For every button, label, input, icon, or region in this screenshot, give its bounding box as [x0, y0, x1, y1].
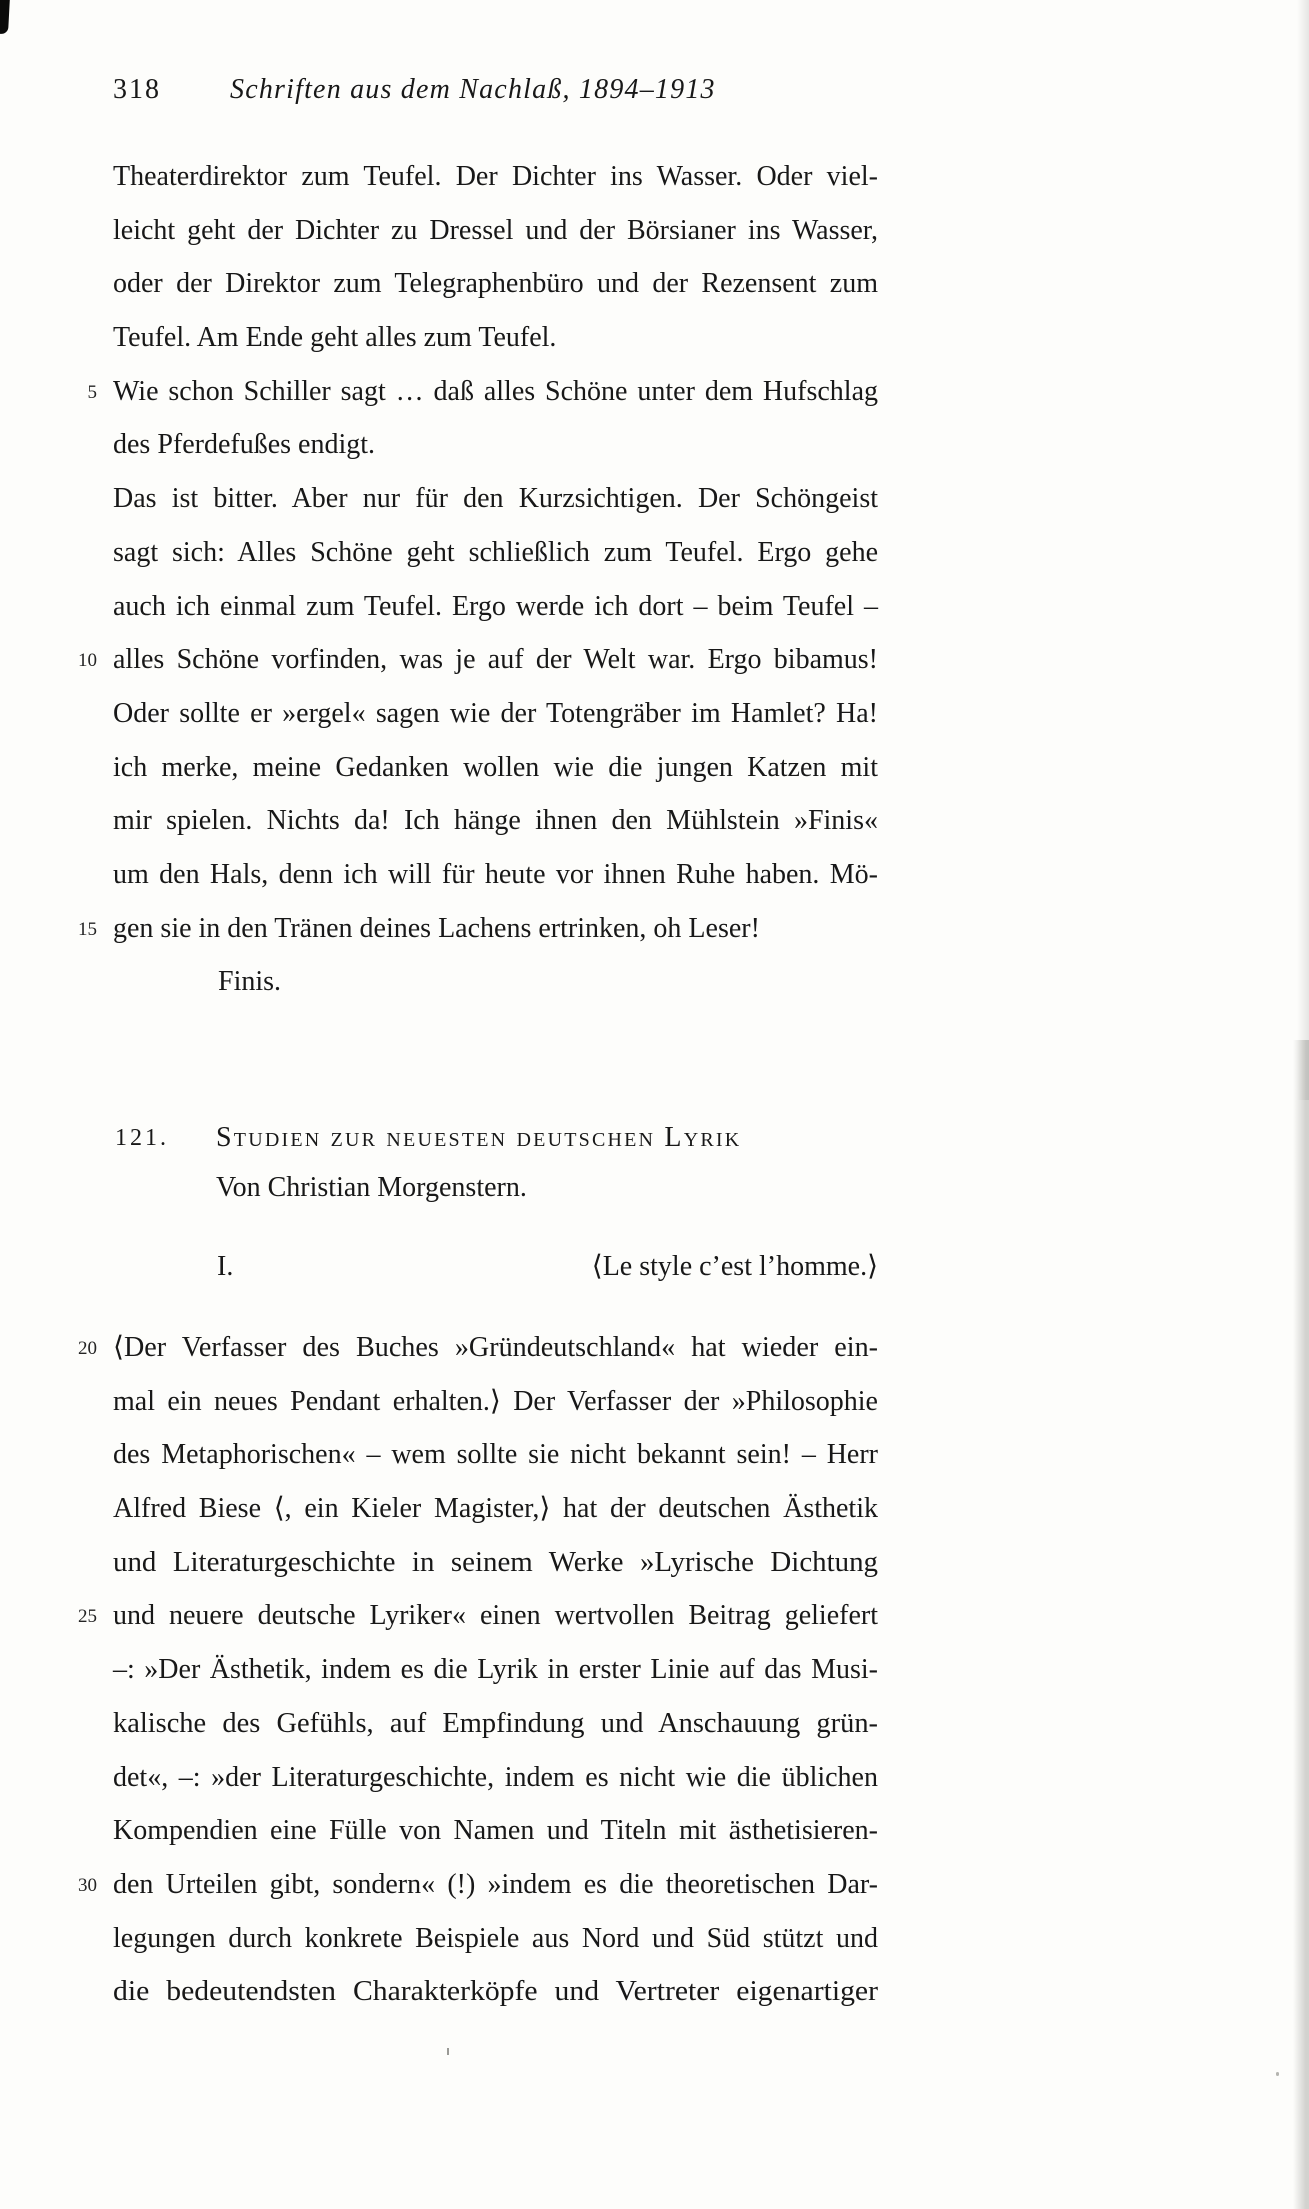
- line-text: Kompendien eine Fülle von Namen und Titeln mit ästhetisieren-: [113, 1815, 878, 1847]
- margin-line-number: 30: [78, 1874, 97, 1896]
- scan-speck: [1276, 2072, 1279, 2076]
- text-line: [113, 311, 878, 365]
- text-block-2: [78, 1321, 878, 2019]
- line-text: auch ich einmal zum Teufel. Ergo werde ich dort – beim Teufel –: [113, 590, 878, 622]
- line-text: des Pferdefußes endigt.: [113, 429, 376, 461]
- text-line: [113, 257, 878, 311]
- scan-corner-artifact: [0, 0, 10, 34]
- line-text: –: »Der Ästhetik, indem es die Lyrik in erster Linie auf das Musi-: [113, 1654, 878, 1686]
- text-line: [113, 1482, 878, 1536]
- section-byline: Von Christian Morgenstern.: [216, 1172, 527, 1203]
- line-text: oder der Direktor zum Telegraphenbüro und der Rezensent zum: [113, 268, 878, 300]
- line-text: ⟨Der Verfasser des Buches »Gründeutschland« hat wieder ein-: [113, 1332, 878, 1363]
- text-line: [87, 365, 878, 419]
- line-text: und neuere deutsche Lyriker« einen wertvollen Beitrag geliefert: [113, 1600, 878, 1632]
- line-text: Finis.: [218, 966, 282, 998]
- text-line: [113, 1804, 878, 1858]
- text-block-1: [78, 150, 878, 1009]
- text-line: [78, 1321, 878, 1375]
- text-line: [113, 1643, 878, 1697]
- margin-line-number: 20: [78, 1338, 97, 1359]
- text-line: [113, 526, 878, 580]
- text-line: [78, 633, 878, 687]
- section-title: Studien zur neuesten deutschen Lyrik: [216, 1122, 742, 1153]
- line-text: des Metaphorischen« – wem sollte sie nicht bekannt sein! – Herr: [113, 1439, 878, 1471]
- scan-page-edge-shadow-lower: [1293, 1040, 1309, 2209]
- text-line: [113, 1375, 878, 1429]
- text-line: [113, 1751, 878, 1805]
- margin-line-number: 5: [87, 381, 97, 403]
- line-text: die bedeutendsten Charakterköpfe und Vertreter eigenartiger: [113, 1976, 878, 2008]
- line-text: Theaterdirektor zum Teufel. Der Dichter ins Wasser. Oder viel-: [113, 161, 878, 192]
- margin-line-number: 10: [78, 650, 97, 672]
- line-text: legungen durch konkrete Beispiele aus Nord und Süd stützt und: [113, 1922, 878, 1954]
- text-line: [78, 902, 878, 956]
- section-number: 121.: [115, 1125, 169, 1151]
- part-line: [113, 1240, 878, 1294]
- text-line: [113, 1697, 878, 1751]
- line-text: sagt sich: Alles Schöne geht schließlich zum Teufel. Ergo gehe: [113, 536, 878, 568]
- line-text: und Literaturgeschichte in seinem Werke »Lyrische Dichtung: [113, 1546, 878, 1578]
- page-number: 318: [113, 74, 161, 105]
- text-line: [113, 687, 878, 741]
- scan-page-edge-shadow: [1297, 0, 1309, 1100]
- line-text: det«, –: »der Literaturgeschichte, indem es nicht wie die üblichen: [113, 1761, 878, 1793]
- text-line: [113, 1428, 878, 1482]
- text-line: [113, 204, 878, 258]
- text-line: [113, 794, 878, 848]
- text-line: [113, 150, 878, 204]
- line-text: kalische des Gefühls, auf Empfindung und Anschauung grün-: [113, 1707, 878, 1739]
- line-text: Oder sollte er »ergel« sagen wie der Totengräber im Hamlet? Ha!: [113, 697, 878, 729]
- text-line: [113, 1912, 878, 1966]
- line-text: den Urteilen gibt, sondern« (!) »indem es die theoretischen Dar-: [113, 1868, 878, 1900]
- line-text: Das ist bitter. Aber nur für den Kurzsichtigen. Der Schöngeist: [113, 483, 878, 515]
- text-line-finis: [113, 955, 878, 1009]
- motto-text: ⟨Le style c’est l’homme.⟩: [591, 1251, 878, 1282]
- line-text: ich merke, meine Gedanken wollen wie die jungen Katzen mit: [113, 751, 878, 783]
- line-text: mir spielen. Nichts da! Ich hänge ihnen den Mühlstein »Finis«: [113, 805, 878, 837]
- text-line: [113, 1965, 878, 2019]
- line-text: alles Schöne vorfinden, was je auf der Welt war. Ergo bibamus!: [113, 644, 878, 676]
- text-line: [113, 741, 878, 795]
- running-title: Schriften aus dem Nachlaß, 1894–1913: [230, 74, 716, 105]
- line-text: leicht geht der Dichter zu Dressel und der Börsianer ins Wasser,: [113, 214, 878, 246]
- running-head: [113, 63, 878, 117]
- text-line: [78, 1589, 878, 1643]
- part-numeral: I.: [217, 1251, 234, 1282]
- text-line: [113, 580, 878, 634]
- text-line: [78, 1858, 878, 1912]
- scan-speck: [447, 2048, 449, 2055]
- line-text: mal ein neues Pendant erhalten.⟩ Der Verfasser der »Philosophie: [113, 1385, 878, 1417]
- text-line: [113, 472, 878, 526]
- margin-line-number: 25: [78, 1606, 97, 1628]
- margin-line-number: 15: [78, 918, 97, 940]
- text-line: [113, 848, 878, 902]
- text-line: [113, 1536, 878, 1590]
- line-text: Alfred Biese ⟨, ein Kieler Magister,⟩ hat der deutschen Ästhetik: [113, 1493, 878, 1525]
- section-heading: [113, 1111, 878, 1165]
- line-text: gen sie in den Tränen deines Lachens ertrinken, oh Leser!: [113, 912, 760, 944]
- line-text: Wie schon Schiller sagt … daß alles Schöne unter dem Hufschlag: [113, 375, 878, 407]
- line-text: um den Hals, denn ich will für heute vor ihnen Ruhe haben. Mö-: [113, 858, 878, 890]
- line-text: Teufel. Am Ende geht alles zum Teufel.: [113, 322, 557, 354]
- text-line: [113, 418, 878, 472]
